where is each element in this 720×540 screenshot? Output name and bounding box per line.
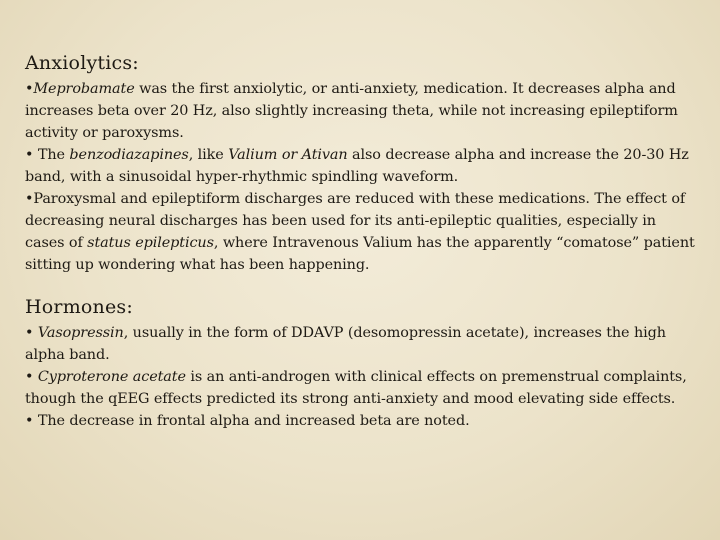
text-run: • [25, 81, 34, 97]
text-run: also decrease alpha and increase the 20-30 Hz band, with a sinusoidal hyper-rhythmic spindling waveform. [25, 147, 689, 185]
text-run: • The decrease in frontal alpha and increased beta are noted. [25, 413, 470, 429]
section-heading: Anxiolytics: [25, 52, 139, 74]
section-heading: Hormones: [25, 296, 133, 318]
italic-term: Vasopressin [37, 325, 124, 341]
section-body [25, 322, 697, 432]
text-run: •Paroxysmal and epileptiform discharges are reduced with these medications. The effect of decreasing neural discharges has been used for its anti-epileptic qualities, especially in cases of [25, 191, 686, 251]
italic-term: Cyproterone acetate [37, 369, 186, 385]
text-run: • The [25, 147, 70, 163]
bullet-paragraph [25, 188, 697, 276]
text-run: , usually in the form of DDAVP (desomopressin acetate), increases the high alpha band. [25, 325, 666, 363]
italic-term: status epilepticus [87, 235, 214, 251]
text-run: is an anti-androgen with clinical effects on premenstrual complaints, though the qEEG effects predicted its strong anti-anxiety and mood elevating side effects. [25, 369, 687, 407]
text-run: , where Intravenous Valium has the apparently “comatose” patient sitting up wondering what has been happening. [25, 235, 695, 273]
bullet-paragraph [25, 144, 697, 188]
bullet-paragraph [25, 410, 697, 432]
italic-term: benzodiazapines [69, 147, 189, 163]
section-hormones [25, 296, 697, 432]
italic-term: Meprobamate [33, 81, 135, 97]
bullet-paragraph [25, 366, 697, 410]
italic-term: Valium or Ativan [228, 147, 348, 163]
slide-content [25, 52, 697, 432]
text-run: • [25, 369, 38, 385]
text-run: , like [188, 147, 229, 163]
section-anxiolytics [25, 52, 697, 276]
bullet-paragraph [25, 322, 697, 366]
text-run: was the first anxiolytic, or anti-anxiety, medication. It decreases alpha and increases beta over 20 Hz, also slightly increasing theta, while not increasing epileptiform activity or paroxysms. [25, 81, 678, 141]
section-body [25, 78, 697, 276]
text-run: • [25, 325, 38, 341]
bullet-paragraph [25, 78, 697, 144]
